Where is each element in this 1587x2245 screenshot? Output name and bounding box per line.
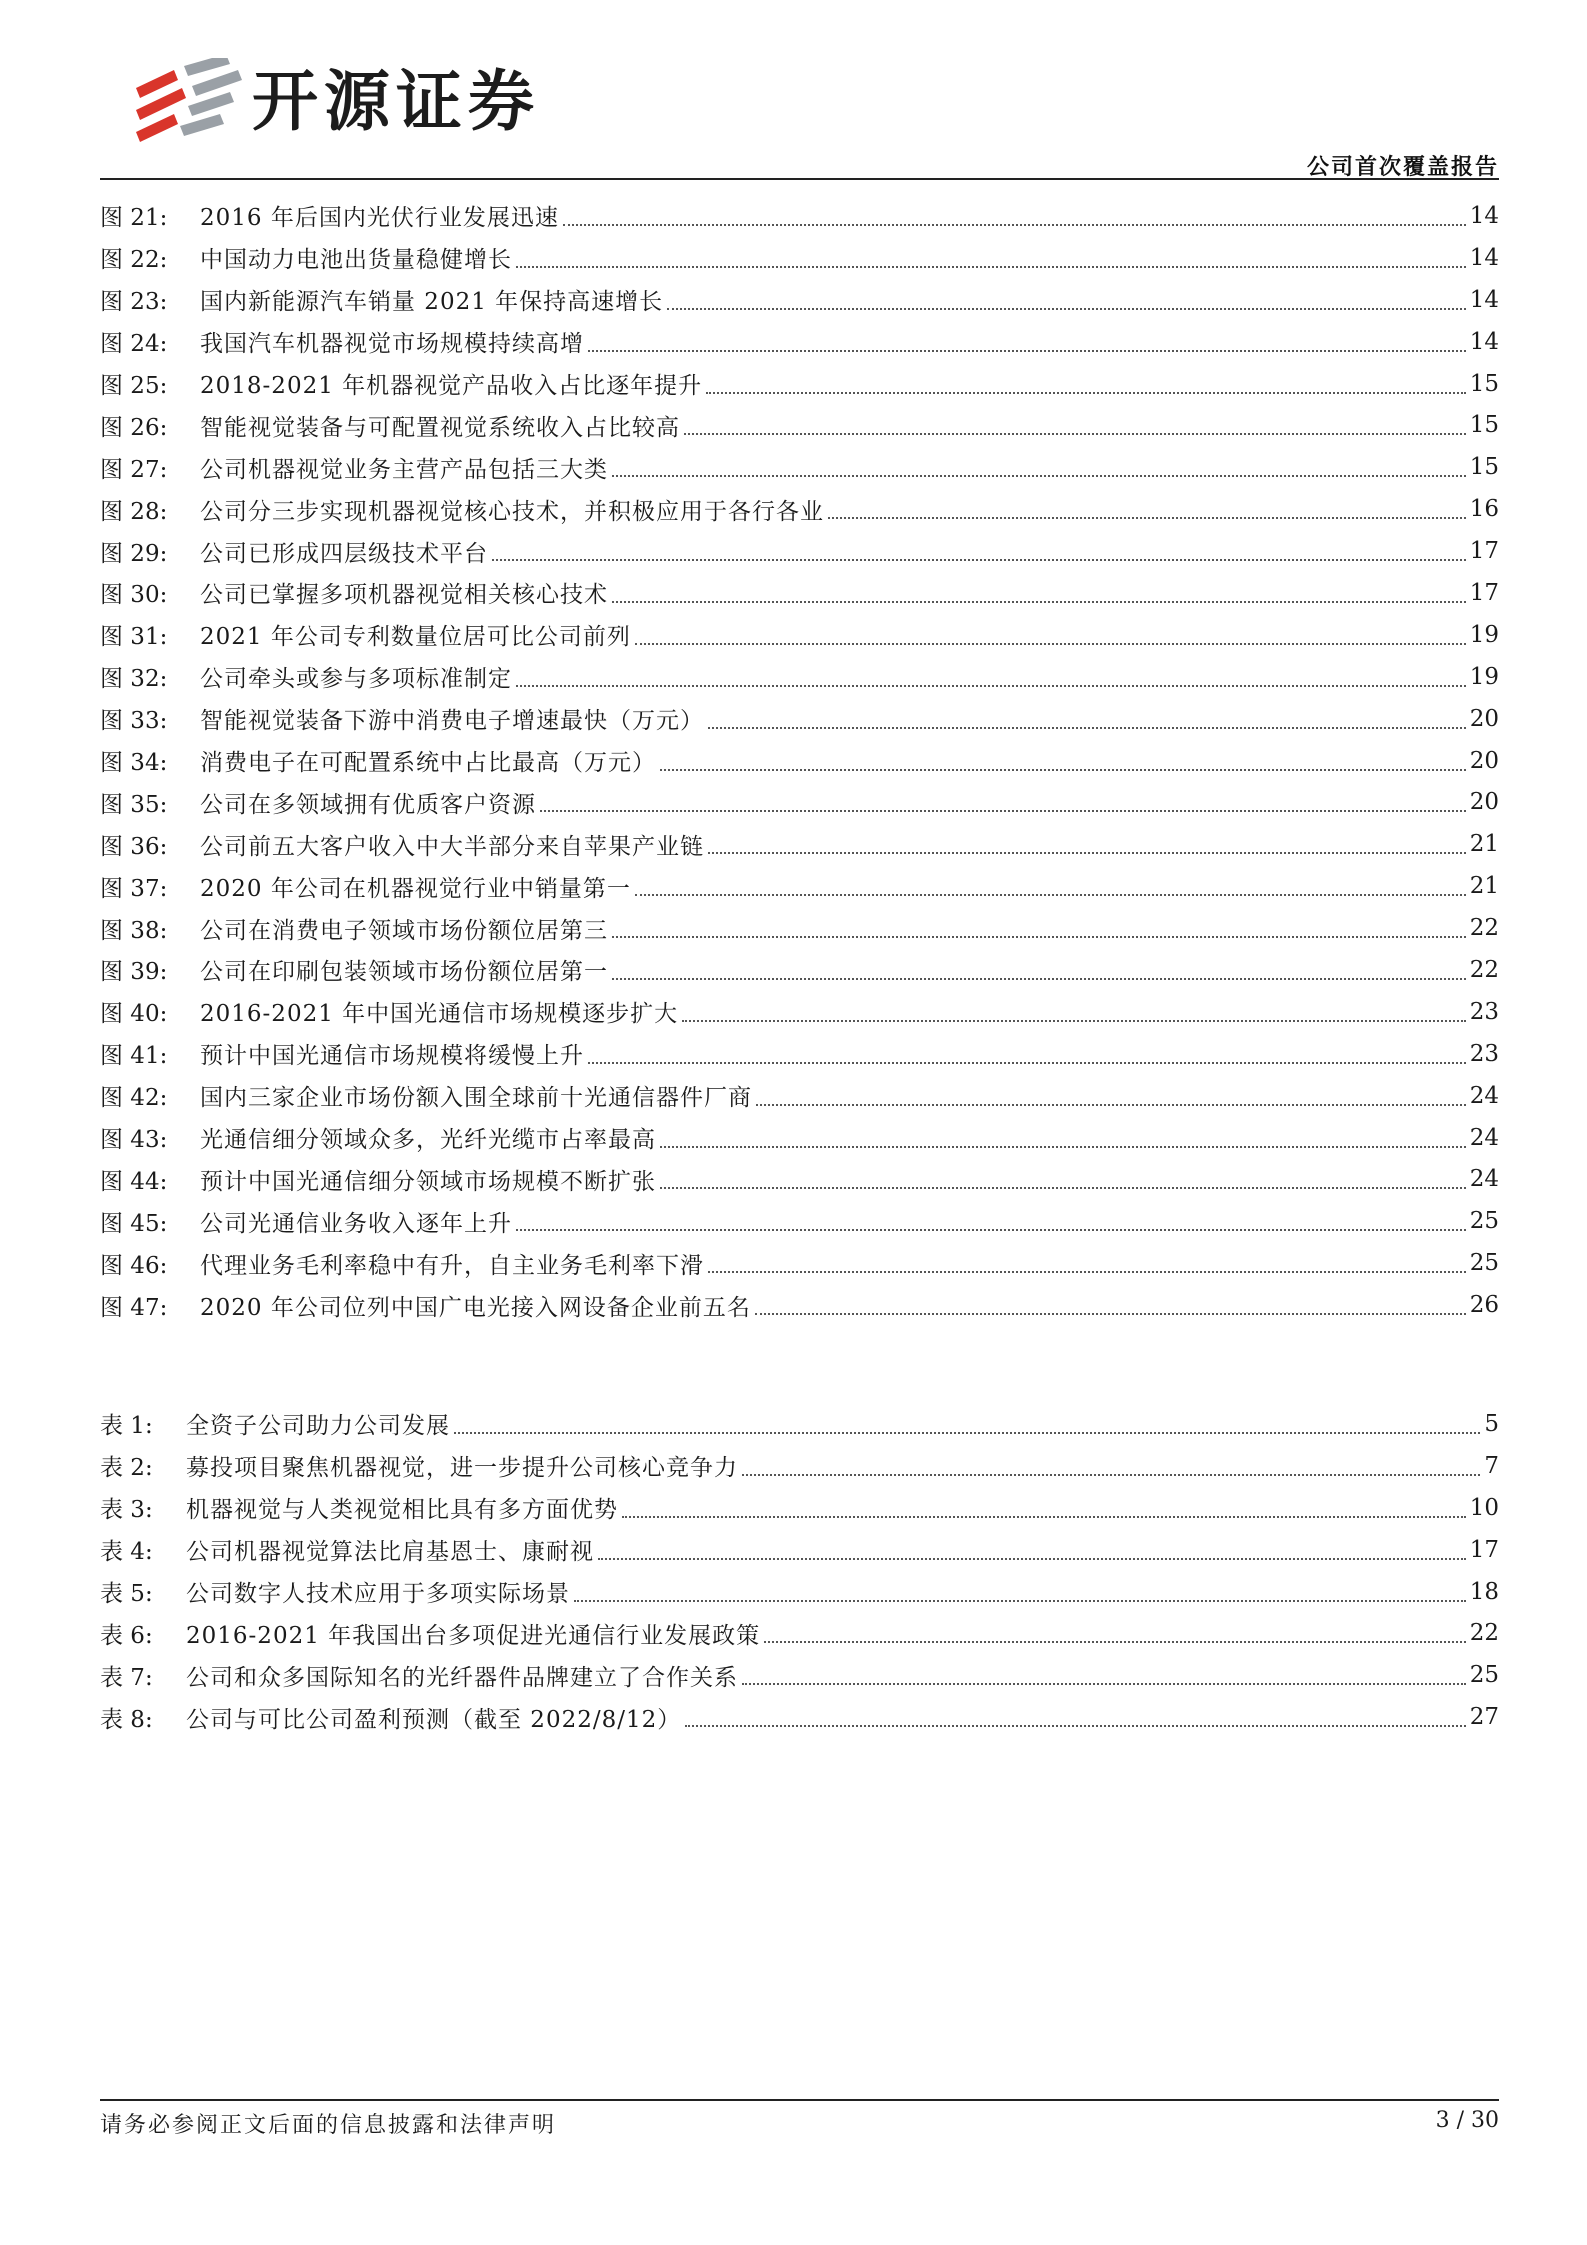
figure-entry-page: 17 [1469, 579, 1499, 606]
figure-entry-leader-dots [684, 433, 1466, 435]
figure-entry-label: 图 43: [100, 1127, 168, 1154]
figure-entry[interactable] [100, 865, 1499, 907]
figure-entry-page: 22 [1469, 956, 1499, 983]
figure-entry-page: 24 [1469, 1166, 1499, 1193]
figure-entry[interactable] [100, 363, 1499, 405]
figure-entry-label: 图 38: [100, 917, 168, 944]
figure-entry-page: 24 [1469, 1124, 1499, 1151]
table-entry-leader-dots [685, 1725, 1465, 1727]
figure-entry-label: 图 27: [100, 456, 168, 483]
table-entry-title: 公司和众多国际知名的光纤器件品牌建立了合作关系 [186, 1664, 738, 1691]
figure-entry[interactable] [100, 823, 1499, 865]
figure-entry-leader-dots [540, 810, 1466, 812]
figure-entry[interactable] [100, 1158, 1499, 1200]
figure-entry-title: 预计中国光通信细分领域市场规模不断扩张 [200, 1168, 656, 1195]
figure-entry-title: 2021 年公司专利数量位居可比公司前列 [200, 624, 631, 651]
figure-entry-title: 代理业务毛利率稳中有升，自主业务毛利率下滑 [200, 1252, 704, 1279]
figure-entry-page: 24 [1469, 1082, 1499, 1109]
figure-entry-title: 消费电子在可配置系统中占比最高（万元） [200, 750, 656, 777]
figure-entry-leader-dots [706, 392, 1466, 394]
figure-entry-label: 图 32: [100, 666, 168, 693]
figure-entry-label: 图 23: [100, 289, 168, 316]
table-entry-label: 表 3: [100, 1497, 153, 1524]
kaiyuan-logo-icon [134, 58, 244, 146]
table-entry[interactable] [100, 1612, 1499, 1654]
figure-entry[interactable] [100, 488, 1499, 530]
figure-entry-page: 14 [1469, 202, 1499, 229]
table-entry-label: 表 2: [100, 1455, 153, 1482]
figure-entry-page: 25 [1469, 1208, 1499, 1235]
figure-entry-label: 图 37: [100, 875, 168, 902]
figure-entry-leader-dots [516, 1229, 1466, 1231]
figure-entry-label: 图 29: [100, 540, 168, 567]
figure-entry-leader-dots [492, 559, 1466, 561]
figure-entry-leader-dots [635, 894, 1466, 896]
figure-entry-title: 公司已形成四层级技术平台 [200, 540, 488, 567]
figure-entry-page: 22 [1469, 915, 1499, 942]
table-entry-label: 表 6: [100, 1622, 153, 1649]
figure-entry-leader-dots [660, 769, 1466, 771]
figure-entry[interactable] [100, 949, 1499, 991]
table-entry-title: 公司与可比公司盈利预测（截至 2022/8/12） [186, 1706, 682, 1733]
figure-entry-title: 公司机器视觉业务主营产品包括三大类 [200, 456, 608, 483]
table-entry-leader-dots [764, 1641, 1466, 1643]
page-header [0, 0, 1587, 180]
figure-entry-leader-dots [588, 350, 1466, 352]
figure-entry[interactable] [100, 781, 1499, 823]
figure-entry-page: 21 [1469, 873, 1499, 900]
table-entry[interactable] [100, 1529, 1499, 1571]
table-entry-leader-dots [598, 1558, 1466, 1560]
figure-entry-title: 公司牵头或参与多项标准制定 [200, 666, 512, 693]
figure-entry[interactable] [100, 656, 1499, 698]
table-entry-page: 25 [1469, 1662, 1499, 1689]
table-entry[interactable] [100, 1445, 1499, 1487]
figure-entry[interactable] [100, 1033, 1499, 1075]
figure-entry-title: 公司分三步实现机器视觉核心技术，并积极应用于各行各业 [200, 498, 824, 525]
table-entry-label: 表 5: [100, 1581, 153, 1607]
figure-entry[interactable] [100, 1284, 1499, 1326]
figure-entry-leader-dots [588, 1062, 1466, 1064]
figure-entry-leader-dots [612, 601, 1466, 603]
figure-entry-page: 21 [1469, 831, 1499, 858]
figure-entry-title: 公司在消费电子领域市场份额位居第三 [200, 917, 608, 944]
table-entry-leader-dots [742, 1474, 1480, 1476]
figure-entry-label: 图 30: [100, 582, 168, 609]
figure-entry-label: 图 34: [100, 750, 168, 777]
figure-entry-leader-dots [755, 1313, 1466, 1315]
figure-entry-label: 图 36: [100, 833, 168, 860]
figure-entry-page: 15 [1469, 412, 1499, 439]
figure-entry-leader-dots [756, 1104, 1466, 1106]
table-entry-page: 18 [1469, 1578, 1499, 1605]
table-entry-leader-dots [622, 1516, 1466, 1518]
figure-entry-label: 图 40: [100, 1001, 168, 1028]
table-entry-leader-dots [574, 1600, 1466, 1602]
figure-entry-label: 图 35: [100, 791, 168, 818]
figure-entry[interactable] [100, 279, 1499, 321]
figure-entry-label: 图 31: [100, 624, 168, 651]
figure-entry-title: 公司光通信业务收入逐年上升 [200, 1210, 512, 1237]
table-entry[interactable] [100, 1403, 1499, 1445]
figure-entry-page: 25 [1469, 1250, 1499, 1277]
table-entry[interactable] [100, 1487, 1499, 1529]
figure-entry-title: 国内新能源汽车销量 2021 年保持高速增长 [200, 289, 664, 316]
table-entry-title: 2016-2021 年我国出台多项促进光通信行业发展政策 [186, 1622, 761, 1649]
figure-entry-leader-dots [516, 266, 1466, 268]
table-entry-page: 27 [1469, 1704, 1499, 1731]
table-entry-title: 公司数字人技术应用于多项实际场景 [186, 1581, 570, 1607]
table-entry-label: 表 4: [100, 1539, 153, 1566]
table-entry-title: 机器视觉与人类视觉相比具有多方面优势 [186, 1497, 618, 1524]
figure-entry-leader-dots [612, 936, 1466, 938]
figure-entry-title: 预计中国光通信市场规模将缓慢上升 [200, 1043, 584, 1070]
figure-entry-leader-dots [660, 1187, 1466, 1189]
figure-entry-title: 公司已掌握多项机器视觉相关核心技术 [200, 582, 608, 609]
figure-entry-title: 中国动力电池出货量稳健增长 [200, 247, 512, 274]
figure-entry-label: 图 22: [100, 247, 168, 274]
figure-entry[interactable] [100, 530, 1499, 572]
table-entry-page: 5 [1484, 1410, 1499, 1437]
table-entry-label: 表 8: [100, 1706, 153, 1733]
figure-entry-leader-dots [660, 1146, 1466, 1148]
figure-entry-leader-dots [667, 308, 1466, 310]
figure-entry-page: 19 [1469, 621, 1499, 648]
brand-name: 开源证券 [252, 63, 540, 140]
figure-entry-title: 光通信细分领域众多，光纤光缆市占率最高 [200, 1127, 656, 1154]
figure-entry-label: 图 33: [100, 708, 168, 735]
table-entry-label: 表 7: [100, 1664, 153, 1691]
figure-entry-title: 智能视觉装备下游中消费电子增速最快（万元） [200, 708, 704, 735]
figure-entry[interactable] [100, 572, 1499, 614]
figure-entry-label: 图 46: [100, 1252, 168, 1279]
figure-entry-title: 2020 年公司位列中国广电光接入网设备企业前五名 [200, 1294, 751, 1321]
figure-entry-page: 15 [1469, 370, 1499, 397]
figure-entry-label: 图 42: [100, 1085, 168, 1112]
figure-entry-label: 图 47: [100, 1294, 168, 1321]
footer-disclaimer: 请务必参阅正文后面的信息披露和法律声明 [100, 2113, 557, 2138]
figure-entry[interactable] [100, 321, 1499, 363]
figure-entry-label: 图 41: [100, 1043, 168, 1070]
figure-entry-leader-dots [612, 978, 1466, 980]
figure-entry-leader-dots [708, 852, 1466, 854]
figure-entry-page: 23 [1469, 1040, 1499, 1067]
figure-entry[interactable] [100, 614, 1499, 656]
table-entry[interactable] [100, 1696, 1499, 1738]
figure-entry-page: 14 [1469, 286, 1499, 313]
figure-entry-label: 图 25: [100, 373, 168, 399]
table-entry-leader-dots [454, 1432, 1480, 1434]
figure-entry-page: 20 [1469, 747, 1499, 774]
figure-entry-title: 公司在印刷包装领域市场份额位居第一 [200, 959, 608, 986]
figure-entry-label: 图 45: [100, 1210, 168, 1237]
figure-entry[interactable] [100, 907, 1499, 949]
figure-entry-label: 图 24: [100, 331, 168, 358]
figure-entry-page: 20 [1469, 789, 1499, 816]
figure-entry-page: 17 [1469, 538, 1499, 565]
figure-entry-title: 2020 年公司在机器视觉行业中销量第一 [200, 875, 631, 902]
table-entry[interactable] [100, 1654, 1499, 1696]
figure-entry-title: 公司前五大客户收入中大半部分来自苹果产业链 [200, 833, 704, 860]
table-entry-page: 17 [1469, 1536, 1499, 1563]
figure-entry[interactable] [100, 237, 1499, 279]
figure-entry[interactable] [100, 740, 1499, 782]
figure-entry-page: 23 [1469, 998, 1499, 1025]
figure-entry-leader-dots [563, 224, 1466, 226]
figure-entry[interactable] [100, 1075, 1499, 1117]
figure-entry-label: 图 21: [100, 205, 168, 232]
figure-entry-leader-dots [516, 685, 1466, 687]
figure-entry-page: 20 [1469, 705, 1499, 732]
figure-entry[interactable] [100, 446, 1499, 488]
figure-entry[interactable] [100, 1242, 1499, 1284]
table-entry-label: 表 1: [100, 1413, 153, 1440]
table-index [100, 1403, 1499, 1738]
figure-entry-label: 图 44: [100, 1168, 168, 1195]
figure-entry[interactable] [100, 1117, 1499, 1159]
figure-entry[interactable] [100, 991, 1499, 1033]
figure-entry-page: 26 [1469, 1292, 1499, 1319]
figure-entry[interactable] [100, 1200, 1499, 1242]
figure-entry-label: 图 28: [100, 498, 168, 525]
table-entry-title: 募投项目聚焦机器视觉，进一步提升公司核心竞争力 [186, 1455, 738, 1482]
figure-entry-leader-dots [682, 1020, 1466, 1022]
report-type: 公司首次覆盖报告 [1306, 155, 1499, 180]
figure-entry[interactable] [100, 698, 1499, 740]
figure-entry-title: 2016 年后国内光伏行业发展迅速 [200, 205, 559, 232]
figure-entry-page: 15 [1469, 454, 1499, 481]
figure-entry-title: 2016-2021 年中国光通信市场规模逐步扩大 [200, 1001, 679, 1028]
figure-entry-title: 2018-2021 年机器视觉产品收入占比逐年提升 [200, 373, 703, 399]
figure-entry-leader-dots [635, 643, 1466, 645]
figure-entry-title: 公司在多领域拥有优质客户资源 [200, 791, 536, 818]
figure-entry-title: 我国汽车机器视觉市场规模持续高增 [200, 331, 584, 358]
figure-entry-title: 智能视觉装备与可配置视觉系统收入占比较高 [200, 414, 680, 441]
figure-entry-leader-dots [828, 517, 1466, 519]
header-divider [100, 178, 1499, 180]
table-entry-title: 公司机器视觉算法比肩基恩士、康耐视 [186, 1539, 594, 1566]
table-entry-page: 22 [1469, 1620, 1499, 1647]
page-number: 3 / 30 [1435, 2108, 1499, 2133]
figure-entry-leader-dots [708, 1271, 1466, 1273]
table-entry-page: 7 [1484, 1452, 1499, 1479]
figure-entry-label: 图 39: [100, 959, 168, 986]
table-entry-leader-dots [742, 1683, 1466, 1685]
figure-entry[interactable] [100, 195, 1499, 237]
figure-entry-page: 14 [1469, 328, 1499, 355]
table-entry-page: 10 [1469, 1494, 1499, 1521]
figure-entry-leader-dots [612, 475, 1466, 477]
figure-entry-label: 图 26: [100, 414, 168, 441]
table-entry-title: 全资子公司助力公司发展 [186, 1413, 450, 1440]
figure-entry-page: 14 [1469, 244, 1499, 271]
footer-divider [100, 2099, 1499, 2101]
table-entry[interactable] [100, 1571, 1499, 1613]
figure-entry-title: 国内三家企业市场份额入围全球前十光通信器件厂商 [200, 1085, 752, 1112]
figure-entry-leader-dots [708, 727, 1466, 729]
figure-entry[interactable] [100, 404, 1499, 446]
figure-index [100, 195, 1499, 1326]
figure-entry-page: 19 [1469, 663, 1499, 690]
figure-entry-page: 16 [1469, 496, 1499, 523]
